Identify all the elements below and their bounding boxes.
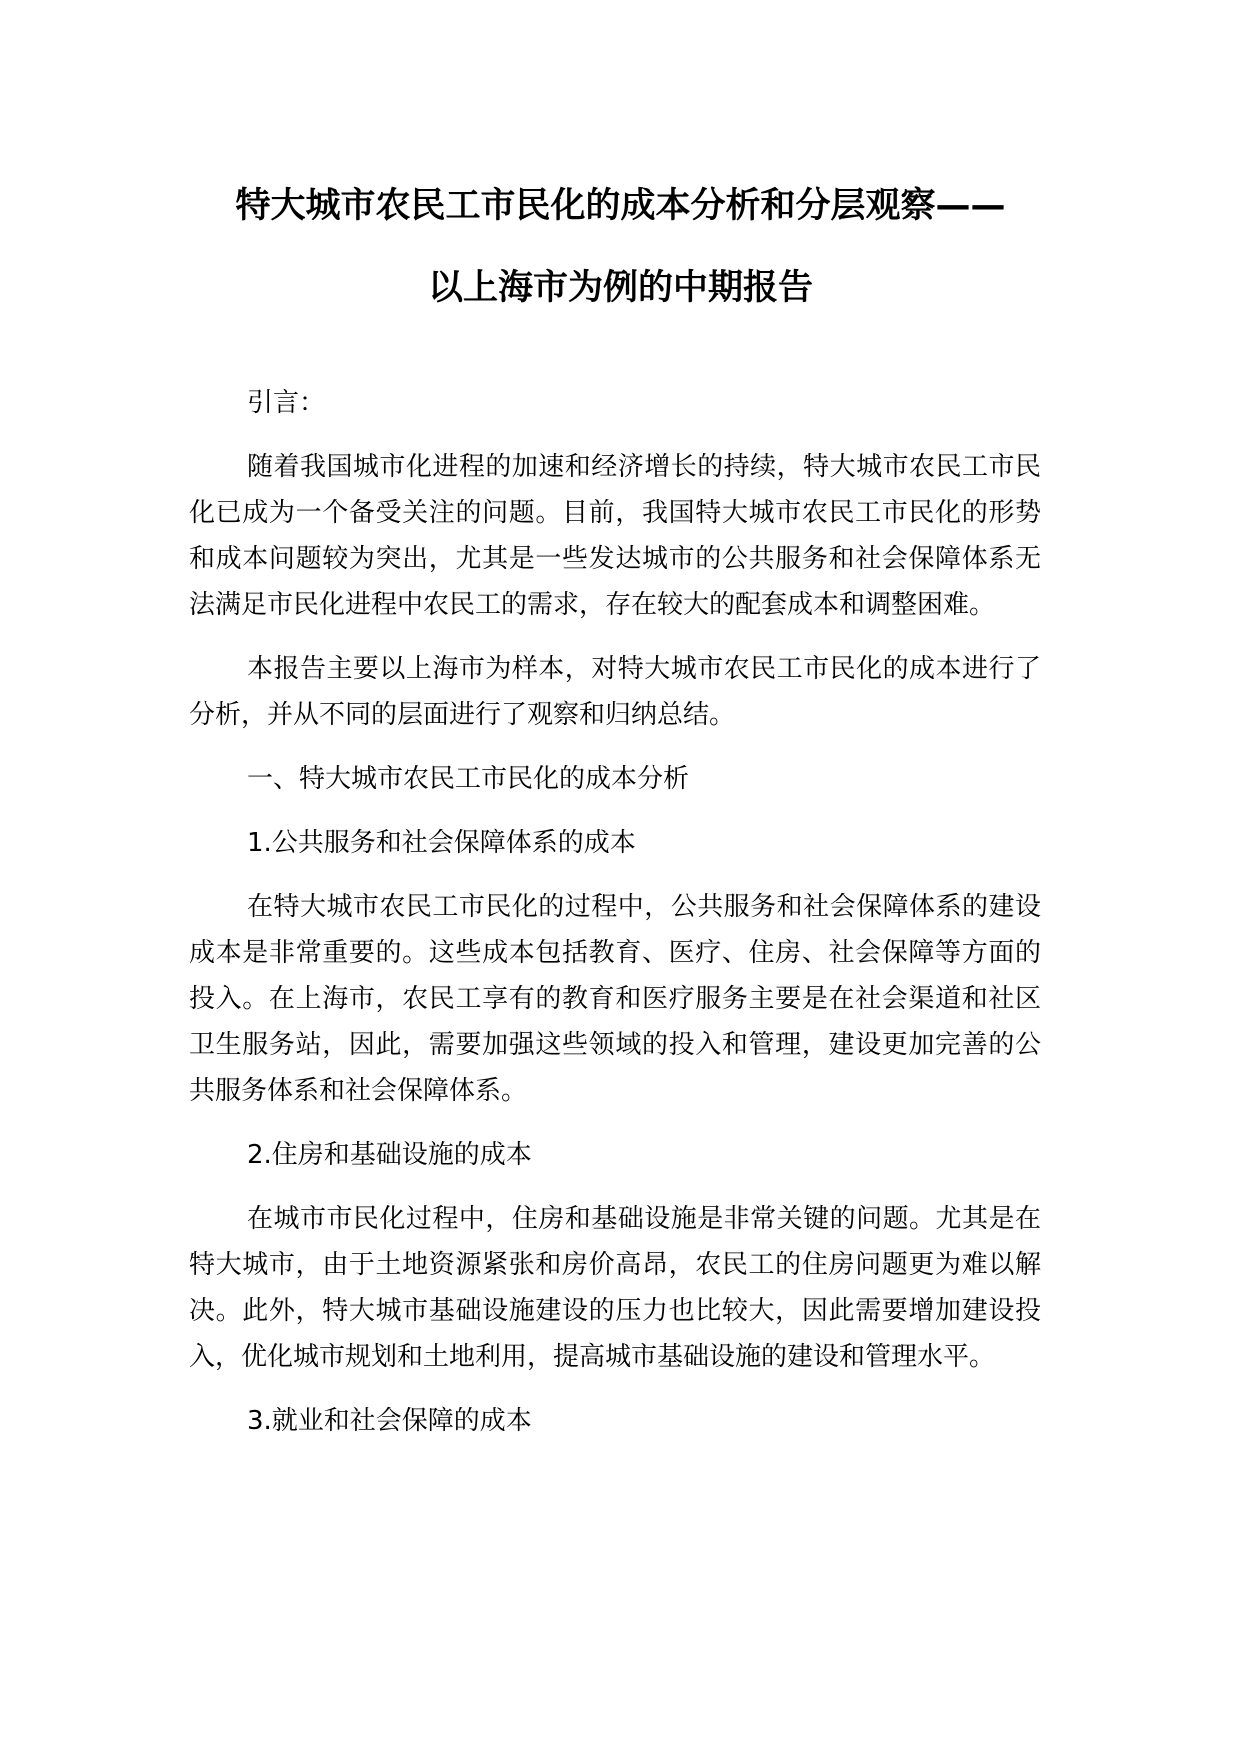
subsection-heading-3: 3.就业和社会保障的成本 <box>247 1406 532 1436</box>
intro-paragraph-2: 本报告主要以上海市为样本，对特大城市农民工市民化的成本进行了分析，并从不同的层面进行了观察和归纳总结。 <box>189 654 1041 730</box>
intro-heading: 引言： <box>247 388 326 418</box>
document-title-line-1: 特大城市农民工市民化的成本分析和分层观察—— <box>235 186 1006 226</box>
subsection-heading-2: 2.住房和基础设施的成本 <box>247 1140 532 1170</box>
section-heading-1: 一、特大城市农民工市民化的成本分析 <box>247 764 690 794</box>
body-paragraph-housing: 在城市市民化过程中，住房和基础设施是非常关键的问题。尤其是在特大城市，由于土地资源紧张和房价高昂，农民工的住房问题更为难以解决。此外，特大城市基础设施建设的压力也比较大，因此需要增加建设投入，优化城市规划和土地利用，提高城市基础设施的建设和管理水平。 <box>189 1204 1041 1372</box>
document-title-line-2: 以上海市为例的中期报告 <box>427 268 813 308</box>
subsection-heading-1: 1.公共服务和社会保障体系的成本 <box>247 828 636 858</box>
intro-paragraph-1: 随着我国城市化进程的加速和经济增长的持续，特大城市农民工市民化已成为一个备受关注的问题。目前，我国特大城市农民工市民化的形势和成本问题较为突出，尤其是一些发达城市的公共服务和社会保障体系无法满足市民化进程中农民工的需求，存在较大的配套成本和调整困难。 <box>189 452 1041 620</box>
document-body <box>189 380 1041 1444</box>
body-paragraph-public-services: 在特大城市农民工市民化的过程中，公共服务和社会保障体系的建设成本是非常重要的。这些成本包括教育、医疗、住房、社会保障等方面的投入。在上海市，农民工享有的教育和医疗服务主要是在社会渠道和社区卫生服务站，因此，需要加强这些领域的投入和管理，建设更加完善的公共服务体系和社会保障体系。 <box>189 892 1041 1106</box>
